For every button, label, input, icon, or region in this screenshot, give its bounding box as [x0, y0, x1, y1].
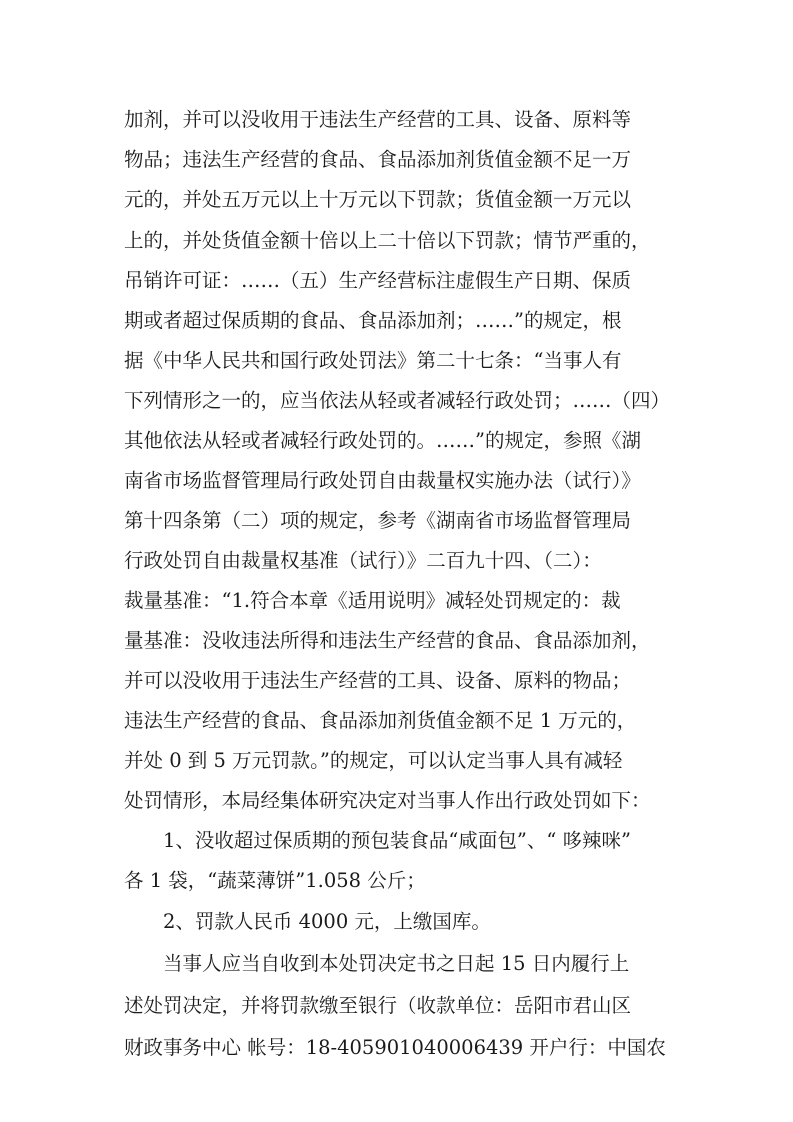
paragraph-line: 财政事务中心 帐号：18-405901040006439 开户行：中国农 — [124, 1036, 666, 1059]
paragraph-line: 各 1 袋，“蔬菜薄饼”1.058 公斤； — [124, 869, 426, 892]
paragraph-line: 物品；违法生产经营的食品、食品添加剂货值金额不足一万 — [124, 148, 632, 171]
paragraph-line: 期或者超过保质期的食品、食品添加剂；……”的规定，根 — [124, 309, 622, 332]
paragraph-line: 当事人应当自收到本处罚决定书之日起 15 日内履行上 — [163, 952, 630, 975]
penalty-item-1: 1、没收超过保质期的预包装食品“咸面包”、“ 哆辣咪” — [163, 829, 631, 852]
paragraph-line: 吊销许可证：……（五）生产经营标注虚假生产日期、保质 — [124, 269, 632, 292]
paragraph-line: 违法生产经营的食品、食品添加剂货值金额不足 1 万元的， — [124, 709, 637, 732]
paragraph-line: 据《中华人民共和国行政处罚法》第二十七条：“当事人有 — [124, 349, 622, 372]
paragraph-line: 处罚情形，本局经集体研究决定对当事人作出行政处罚如下： — [124, 789, 651, 812]
paragraph-line: 加剂，并可以没收用于违法生产经营的工具、设备、原料等 — [124, 108, 632, 131]
paragraph-line: 其他依法从轻或者减轻行政处罚的。……”的规定，参照《湖 — [124, 429, 641, 452]
paragraph-line: 下列情形之一的，应当依法从轻或者减轻行政处罚；……（四） — [124, 389, 671, 412]
paragraph-line: 元的，并处五万元以上十万元以下罚款；货值金额一万元以 — [124, 188, 632, 211]
paragraph-line: 行政处罚自由裁量权基准（试行）》二百九十四、（二）： — [124, 549, 602, 572]
paragraph-line: 量基准：没收违法所得和违法生产经营的食品、食品添加剂， — [124, 629, 651, 652]
paragraph-line: 并处 0 到 5 万元罚款。”的规定，可以认定当事人具有减轻 — [124, 749, 623, 772]
penalty-item-2: 2、罚款人民币 4000 元，上缴国库。 — [163, 910, 491, 933]
paragraph-line: 上的，并处货值金额十倍以上二十倍以下罚款；情节严重的， — [124, 229, 651, 252]
paragraph-line: 南省市场监督管理局行政处罚自由裁量权实施办法（试行）》 — [124, 469, 641, 492]
paragraph-line: 并可以没收用于违法生产经营的工具、设备、原料的物品； — [124, 669, 632, 692]
paragraph-line: 第十四条第（二）项的规定，参考《湖南省市场监督管理局 — [124, 509, 632, 532]
paragraph-line: 裁量基准：“1.符合本章《适用说明》减轻处罚规定的：裁 — [124, 589, 621, 612]
paragraph-line: 述处罚决定，并将罚款缴至银行（收款单位：岳阳市君山区 — [124, 994, 632, 1017]
